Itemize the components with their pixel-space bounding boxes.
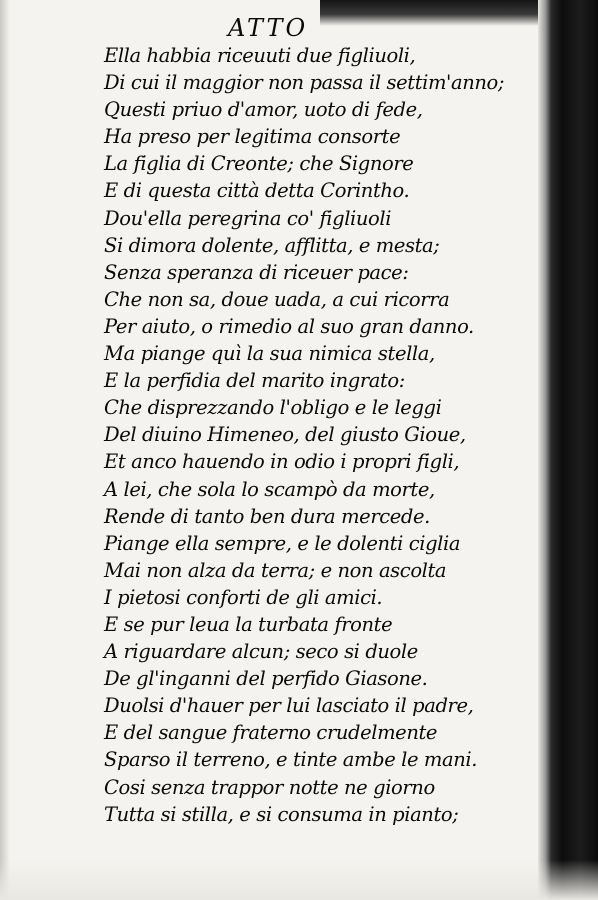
verse-line: Si dimora dolente, afflitta, e mesta; — [104, 233, 440, 257]
verse-line: Rende di tanto ben dura mercede. — [104, 504, 430, 528]
page-bottom-edge — [0, 860, 598, 900]
verse-line: Di cui il maggior non passa il settim'anno; — [104, 71, 505, 95]
verse-line: E di questa città detta Corintho. — [104, 179, 410, 203]
verse-line: A lei, che sola lo scampò da morte, — [104, 477, 435, 501]
verse-line: E se pur leua la turbata fronte — [104, 612, 393, 636]
verse-line: E la perfidia del marito ingrato: — [104, 369, 405, 393]
verse-line: Che disprezzando l'obligo e le leggi — [104, 396, 442, 420]
verse-line: Cosi senza trappor notte ne giorno — [104, 775, 435, 799]
running-header: ATTO — [228, 14, 309, 42]
verse-line: Del diuino Himeneo, del giusto Gioue, — [104, 423, 466, 447]
verse-line: Per aiuto, o rimedio al suo gran danno. — [104, 314, 474, 338]
verse-line: Che non sa, doue uada, a cui ricorra — [104, 287, 450, 311]
verse-line: De gl'inganni del perfido Giasone. — [104, 667, 428, 691]
verse-line: Senza speranza di riceuer pace: — [104, 260, 409, 284]
verse-line: Et anco hauendo in odio i propri figli, — [104, 450, 460, 474]
verse-line: La figlia di Creonte; che Signore — [104, 152, 414, 176]
verse-line: Questi priuo d'amor, uoto di fede, — [104, 98, 423, 122]
verse-line: Mai non alza da terra; e non ascolta — [104, 558, 447, 582]
page-left-edge — [0, 0, 10, 900]
verse-line: Dou'ella peregrina co' figliuoli — [104, 206, 392, 230]
book-binding-edge — [538, 0, 598, 900]
verse-block — [104, 42, 505, 828]
verse-line: Duolsi d'hauer per lui lasciato il padre, — [104, 694, 474, 718]
verse-line: Ma piange quì la sua nimica stella, — [104, 342, 435, 366]
verse-line: E del sangue fraterno crudelmente — [104, 721, 438, 745]
verse-line: Tutta si stilla, e si consuma in pianto; — [104, 802, 459, 826]
verse-line: Sparso il terreno, e tinte ambe le mani. — [104, 748, 478, 772]
verse-line: Piange ella sempre, e le dolenti ciglia — [104, 531, 461, 555]
verse-line: Ha preso per legitima consorte — [104, 125, 401, 149]
verse-line: A riguardare alcun; seco si duole — [104, 640, 418, 664]
verse-line: Ella habbia riceuuti due figliuoli, — [104, 44, 416, 67]
verse-line: I pietosi conforti de gli amici. — [104, 585, 383, 609]
